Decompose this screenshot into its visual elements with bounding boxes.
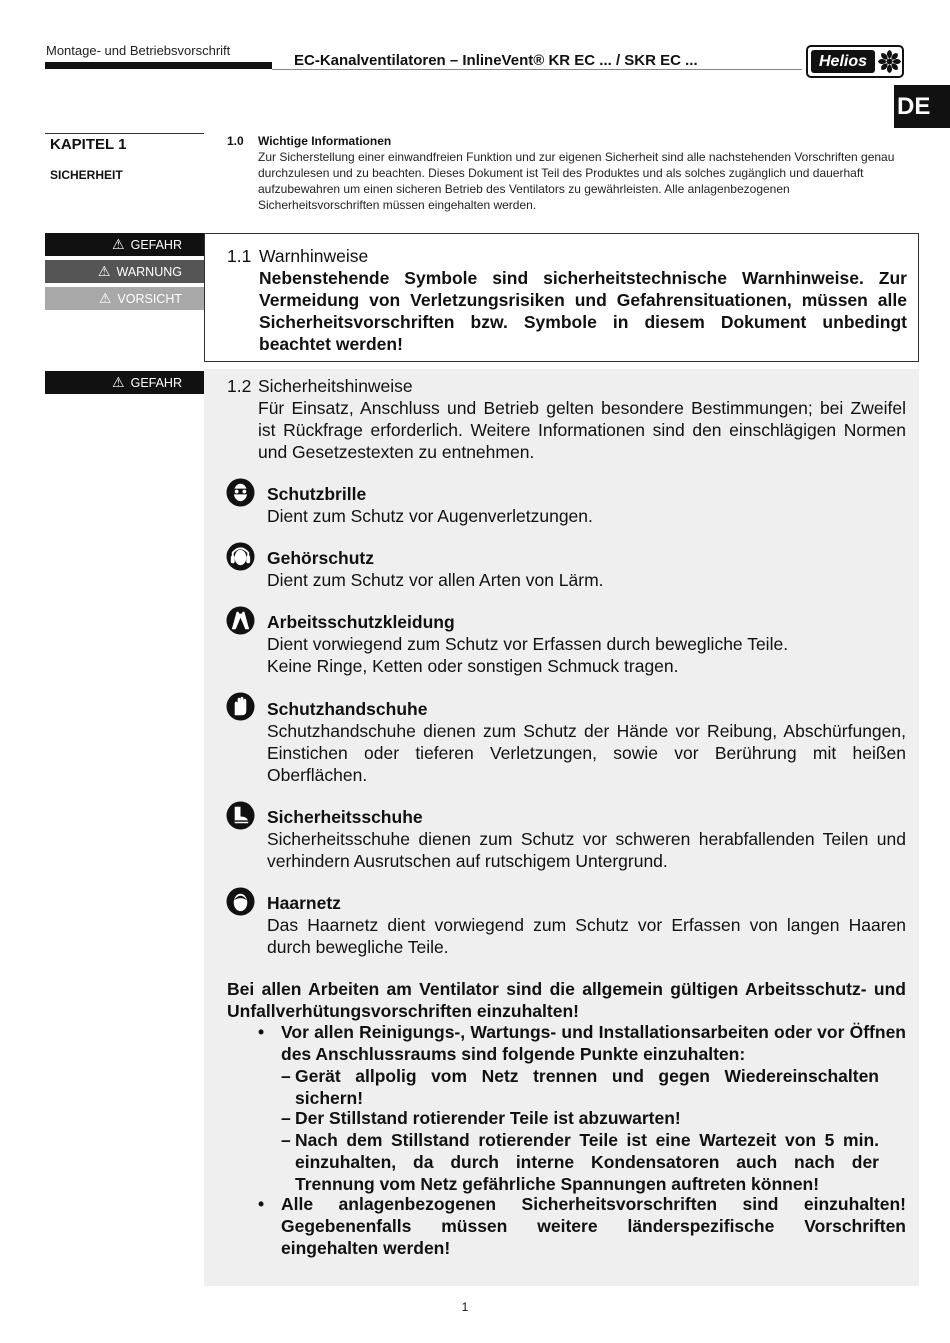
ppe-title-goggles: Schutzbrille (267, 484, 367, 504)
general-safety-notice: Bei allen Arbeiten am Ventilator sind die allgemein gültigen Arbeitsschutz- und Unfallverhütungsvorschriften einzuhalten! (227, 979, 906, 1021)
bullet-marker: • (258, 1194, 265, 1214)
section-1-0-heading: Wichtige Informationen (258, 134, 392, 148)
ppe-title-ear-protection: Gehörschutz (267, 548, 374, 568)
language-tab: DE (894, 85, 950, 128)
danger-label (45, 233, 204, 256)
ppe-text-goggles: Dient zum Schutz vor Augenverletzungen. (267, 506, 593, 526)
protective-clothing-icon (226, 606, 255, 635)
ppe-text-ear-protection: Dient zum Schutz vor allen Arten von Lärm. (267, 570, 604, 590)
sub-item-standstill: Der Stillstand rotierender Teile ist abzuwarten! (295, 1108, 681, 1128)
section-1-2-danger-label (45, 371, 204, 394)
chapter-label: KAPITEL 1 (50, 136, 127, 153)
bullet-item-2: Alle anlagenbezogenen Sicherheitsvorschriften sind einzuhalten! Gegebenenfalls müssen weitere länderspezifische Vorschriften eingehalten werden! (281, 1194, 906, 1258)
section-1-1-box (204, 233, 919, 362)
ppe-text-shoes: Sicherheitsschuhe dienen zum Schutz vor schweren herabfallenden Teilen und verhindern Ausrutschen auf rutschigem Untergrund. (267, 829, 906, 871)
caution-label (45, 287, 204, 310)
section-1-1-number: 1.1 (227, 246, 252, 266)
ppe-title-clothing: Arbeitsschutzkleidung (267, 612, 455, 632)
safety-shoes-icon (226, 801, 255, 830)
bullet-item-1: Vor allen Reinigungs-, Wartungs- und Installationsarbeiten oder vor Öffnen des Anschlussraums sind folgende Punkte einzuhalten: (281, 1022, 906, 1064)
safety-goggles-icon (226, 478, 255, 507)
sub-item-disconnect: Gerät allpolig vom Netz trennen und gegen Wiedereinschalten sichern! (295, 1066, 879, 1108)
helios-logo (806, 45, 904, 78)
chapter-rule (45, 133, 204, 134)
warning-label (45, 260, 204, 283)
section-1-2-number: 1.2 (227, 376, 252, 396)
hair-net-icon (226, 887, 255, 916)
section-1-2-intro: Für Einsatz, Anschluss und Betrieb gelten besondere Bestimmungen; bei Zweifel ist Rückfrage erforderlich. Weitere Informationen sind den einschlägigen Normen und Gesetzestexten zu entnehmen. (258, 398, 906, 462)
chapter-subtitle: SICHERHEIT (50, 168, 123, 182)
logo-wordmark: Helios (811, 50, 875, 73)
header-bar (45, 62, 272, 69)
dash-marker: – (281, 1130, 291, 1150)
bullet-marker: • (258, 1022, 265, 1042)
sub-item-waiting-time: Nach dem Stillstand rotierender Teile ist eine Wartezeit von 5 min. einzuhalten, da durch interne Kondensatoren auch nach der Trennung vom Netz gefährliche Spannungen auftreten können! (295, 1130, 879, 1194)
danger-label-text: GEFAHR (130, 376, 182, 390)
ppe-text-gloves: Schutzhandschuhe dienen zum Schutz der Hände vor Reibung, Abschürfungen, Einstichen oder tieferen Verletzungen, sowie vor Berührung mit heißen Oberflächen. (267, 721, 906, 785)
page-number: 1 (461, 1300, 469, 1314)
warning-triangle-icon: ⚠ (112, 374, 125, 390)
section-1-1-heading: Warnhinweise (259, 246, 369, 266)
ppe-text-hairnet: Das Haarnetz dient vorwiegend zum Schutz vor Erfassen von langen Haaren durch bewegliche Teile. (267, 915, 906, 957)
ppe-title-hairnet: Haarnetz (267, 893, 341, 913)
dash-marker: – (281, 1066, 291, 1086)
protective-gloves-icon (226, 692, 255, 721)
section-1-1-body: Nebenstehende Symbole sind sicherheitstechnische Warnhinweise. Zur Vermeidung von Verletzungsrisiken und Gefahrensituationen, müssen alle Sicherheitsvorschriften bzw. Symbole in diesem Dokument unbedingt beachtet werden! (259, 268, 907, 354)
section-1-0-number: 1.0 (227, 134, 244, 148)
document-title: EC-Kanalventilatoren – InlineVent® KR EC ... / SKR EC ... (294, 52, 698, 69)
ppe-title-gloves: Schutzhandschuhe (267, 699, 428, 719)
warning-triangle-icon: ⚠ (98, 290, 112, 306)
ppe-text-clothing-jewelry: Keine Ringe, Ketten oder sonstigen Schmuck tragen. (267, 656, 679, 676)
section-1-2-heading: Sicherheitshinweise (258, 376, 413, 396)
warning-triangle-icon: ⚠ (112, 236, 125, 252)
section-1-0-body: Zur Sicherstellung einer einwandfreien Funktion und zur eigenen Sicherheit sind alle nachstehenden Vorschriften genau durchzulesen und zu beachten. Dieses Dokument ist Teil des Produktes und als solches zugänglich und dauerhaft aufzubewahren um einen sicheren Betrieb des Ventilators zu gewährleisten. Alle anlagenbezogenen Sicherheitsvorschriften müssen eingehalten werden. (258, 150, 895, 212)
document-type: Montage- und Betriebsvorschrift (46, 43, 231, 58)
fan-logo-icon (877, 49, 902, 74)
warning-label-text: WARNUNG (116, 265, 182, 279)
ppe-title-shoes: Sicherheitsschuhe (267, 807, 423, 827)
header-rule (272, 69, 802, 70)
danger-label-text: GEFAHR (130, 238, 182, 252)
ppe-text-clothing: Dient vorwiegend zum Schutz vor Erfassen durch bewegliche Teile. (267, 634, 789, 654)
ear-protection-icon (226, 542, 255, 571)
dash-marker: – (281, 1108, 291, 1128)
caution-label-text: VORSICHT (117, 292, 182, 306)
warning-triangle-icon: ⚠ (97, 263, 111, 279)
